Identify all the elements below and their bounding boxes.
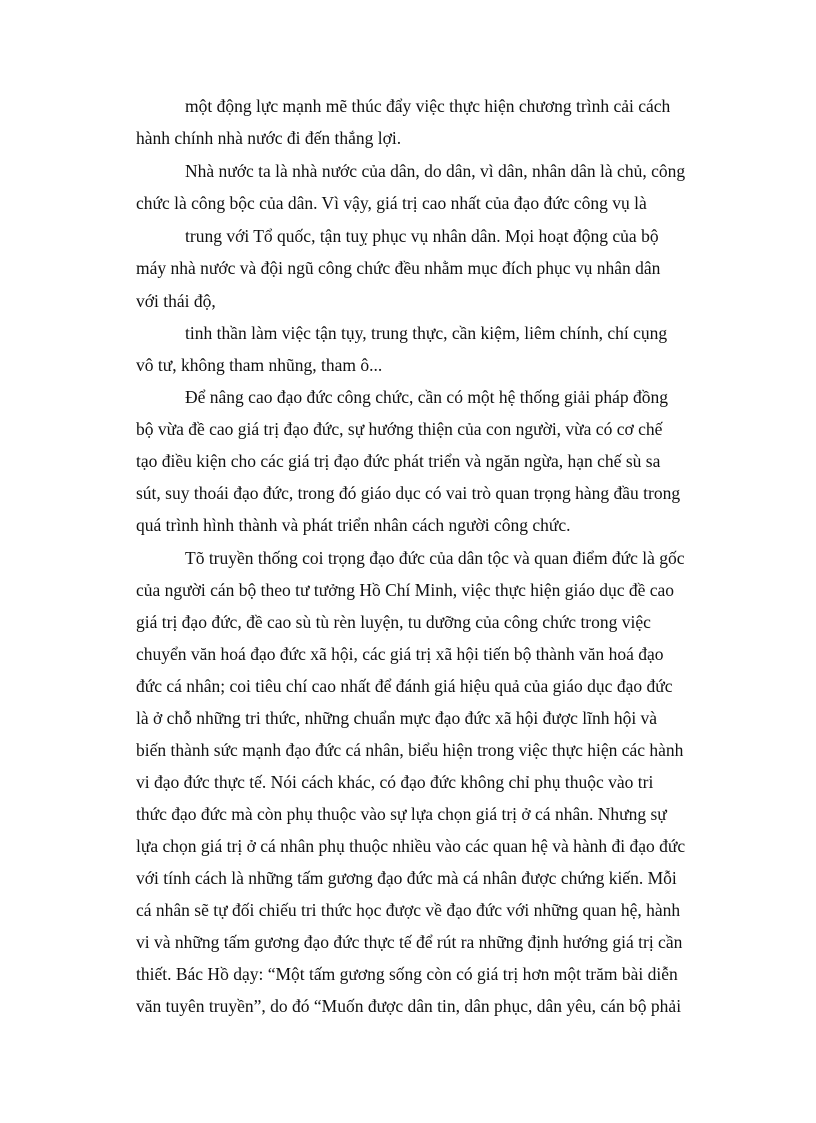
text-line: cá nhân sẽ tự đối chiếu tri thức học được về đạo đức với những quan hệ, hành bbox=[136, 900, 681, 920]
text-line: bộ vừa đề cao giá trị đạo đức, sự hướng thiện của con người, vừa có cơ chế bbox=[136, 419, 663, 439]
text-line: đức cá nhân; coi tiêu chí cao nhất để đánh giá hiệu quả của giáo dục đạo đức bbox=[136, 676, 673, 696]
text-line: một động lực mạnh mẽ thúc đẩy việc thực hiện chương trình cải cách bbox=[185, 96, 671, 116]
text-line: tinh thần làm việc tận tụy, trung thực, cần kiệm, liêm chính, chí cụng bbox=[185, 323, 668, 343]
text-line: thức đạo đức mà còn phụ thuộc vào sự lựa chọn giá trị ở cá nhân. Nhưng sự bbox=[136, 804, 667, 824]
text-line: hành chính nhà nước đi đến thắng lợi. bbox=[136, 128, 402, 148]
text-line: của người cán bộ theo tư tưởng Hồ Chí Minh, việc thực hiện giáo dục đề cao bbox=[136, 580, 675, 600]
text-line: là ở chỗ những tri thức, những chuẩn mực đạo đức xã hội được lĩnh hội và bbox=[136, 708, 658, 728]
text-line: lựa chọn giá trị ở cá nhân phụ thuộc nhiều vào các quan hệ và hành đi đạo đức bbox=[136, 836, 686, 856]
text-line: Tõ truyền thống coi trọng đạo đức của dân tộc và quan điểm đức là gốc bbox=[185, 548, 685, 568]
text-line: vi và những tấm gương đạo đức thực tế để rút ra những định hướng giá trị cần bbox=[136, 932, 683, 952]
text-line: giá trị đạo đức, đề cao sù tù rèn luyện, tu dưỡng của công chức trong việc bbox=[136, 612, 651, 632]
text-line: Để nâng cao đạo đức công chức, cần có một hệ thống giải pháp đồng bbox=[185, 387, 669, 407]
text-line: vi đạo đức thực tế. Nói cách khác, có đạo đức không chỉ phụ thuộc vào tri bbox=[136, 772, 654, 792]
text-line: biến thành sức mạnh đạo đức cá nhân, biểu hiện trong việc thực hiện các hành bbox=[136, 740, 684, 760]
text-line: Nhà nước ta là nhà nước của dân, do dân, vì dân, nhân dân là chủ, công bbox=[185, 161, 686, 181]
text-line: tạo điều kiện cho các giá trị đạo đức phát triển và ngăn ngừa, hạn chế sù sa bbox=[136, 451, 661, 471]
text-line: chức là công bộc của dân. Vì vậy, giá trị cao nhất của đạo đức công vụ là bbox=[136, 193, 647, 213]
text-line: chuyển văn hoá đạo đức xã hội, các giá trị xã hội tiến bộ thành văn hoá đạo bbox=[136, 644, 664, 664]
text-line: vô tư, không tham nhũng, tham ô... bbox=[136, 355, 383, 375]
text-line: sút, suy thoái đạo đức, trong đó giáo dục có vai trò quan trọng hàng đầu trong bbox=[136, 483, 681, 503]
text-line: với tính cách là những tấm gương đạo đức mà cá nhân được chứng kiến. Mỗi bbox=[136, 868, 677, 888]
text-line: với thái độ, bbox=[136, 291, 216, 311]
text-line: quá trình hình thành và phát triển nhân cách người công chức. bbox=[136, 515, 571, 535]
text-line: văn tuyên truyền”, do đó “Muốn được dân tin, dân phục, dân yêu, cán bộ phải bbox=[136, 996, 682, 1016]
text-line: thiết. Bác Hồ dạy: “Một tấm gương sống còn có giá trị hơn một trăm bài diễn bbox=[136, 964, 678, 984]
text-line: trung với Tổ quốc, tận tuỵ phục vụ nhân dân. Mọi hoạt động của bộ bbox=[185, 226, 659, 246]
text-line: máy nhà nước và đội ngũ công chức đều nhằm mục đích phục vụ nhân dân bbox=[136, 258, 661, 278]
